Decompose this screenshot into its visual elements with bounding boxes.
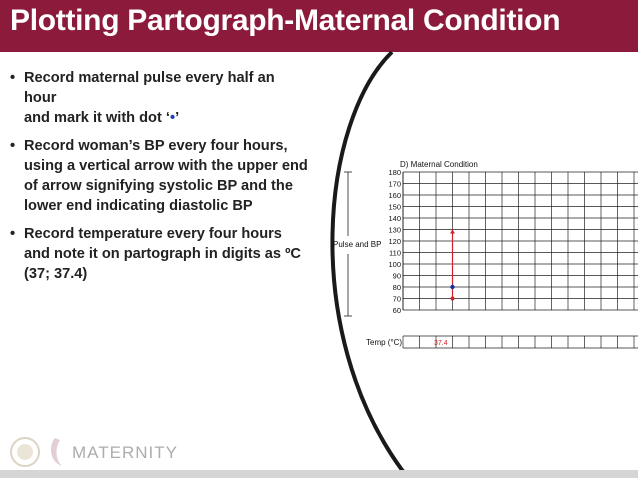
bullet-marker: • bbox=[10, 226, 16, 242]
y-tick-labels bbox=[388, 168, 401, 315]
y-tick-label: 140 bbox=[388, 213, 401, 223]
bullet-line: and mark it with dot ‘ bbox=[24, 110, 170, 126]
temp-label: Temp (°C) bbox=[366, 338, 403, 347]
pulse-dot-symbol: • bbox=[169, 110, 176, 126]
bullet-line: Record temperature every four hours bbox=[24, 226, 282, 242]
bullet-marker: • bbox=[10, 138, 16, 154]
y-tick-label: 100 bbox=[388, 259, 401, 269]
bullet-line: Record maternal pulse every half an hour bbox=[24, 70, 275, 106]
slide-title: Plotting Partograph-Maternal Condition bbox=[10, 4, 561, 37]
bp-arrow-head bbox=[450, 230, 455, 234]
bullet-line: and note it on partograph in digits as ºC bbox=[24, 246, 301, 262]
y-tick-label: 180 bbox=[388, 167, 401, 177]
y-tick-label: 60 bbox=[392, 305, 401, 315]
bullet-marker: • bbox=[10, 70, 16, 86]
y-tick-label: 90 bbox=[392, 271, 401, 281]
bullet-line: lower end indicating diastolic BP bbox=[24, 198, 253, 214]
y-tick-label: 70 bbox=[392, 294, 401, 304]
bottom-bar bbox=[0, 470, 638, 478]
y-tick-label: 110 bbox=[389, 248, 401, 258]
quote-close: ’ bbox=[175, 110, 180, 126]
temp-value: 37.4 bbox=[434, 340, 448, 347]
chart-marks bbox=[450, 230, 455, 301]
y-tick-label: 160 bbox=[388, 190, 401, 200]
section-title: D) Maternal Condition bbox=[400, 160, 478, 169]
bullet-line: (37; 37.4) bbox=[24, 266, 88, 282]
bp-arrow-tail bbox=[451, 297, 455, 301]
bullet-line: of arrow signifying systolic BP and the bbox=[24, 178, 293, 194]
logo-text: MATERNITY bbox=[72, 443, 178, 462]
y-tick-label: 170 bbox=[388, 179, 401, 189]
y-tick-label: 80 bbox=[392, 282, 401, 292]
y-tick-label: 130 bbox=[388, 225, 401, 235]
y-tick-label: 120 bbox=[388, 236, 401, 246]
y-tick-label: 150 bbox=[388, 202, 401, 212]
bullet-line: using a vertical arrow with the upper end bbox=[24, 158, 308, 174]
bullet-line: Record woman’s BP every four hours, bbox=[24, 138, 288, 154]
pulse-bp-label: Pulse and BP bbox=[333, 240, 382, 249]
pulse-dot bbox=[450, 285, 454, 289]
pulse-bp-grid bbox=[403, 172, 638, 310]
